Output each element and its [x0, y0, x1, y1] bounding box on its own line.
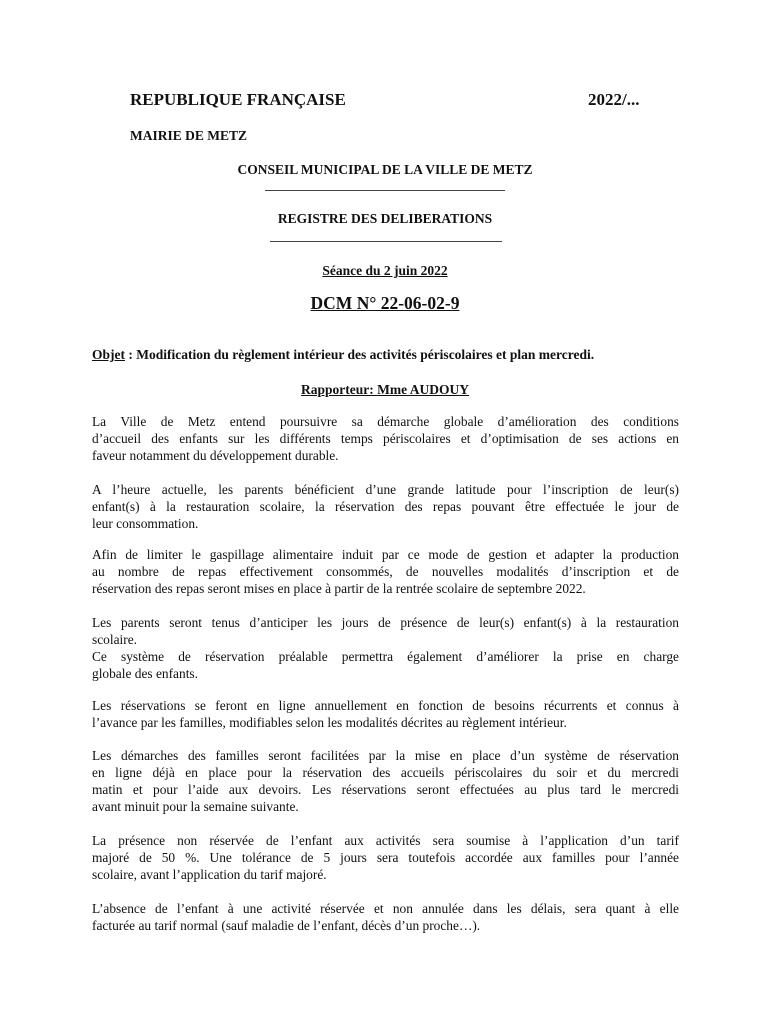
- paragraph-line: réservation des repas seront mises en place à partir de la rentrée scolaire de septembre 2022.: [92, 581, 586, 596]
- divider-conseil: [265, 190, 505, 191]
- paragraph-line: Les démarches des familles seront facilitées par la mise en place d’un système de réservation: [92, 748, 679, 763]
- republic-heading: REPUBLIQUE FRANÇAISE: [130, 90, 346, 109]
- paragraph-line: en ligne déjà en place pour la réservation des accueils périscolaires du soir et du mercredi: [92, 765, 679, 780]
- divider-registre: [270, 241, 502, 242]
- paragraph-line: faveur notamment du développement durable.: [92, 448, 339, 463]
- paragraph-line: matin et pour l’aide aux devoirs. Les réservations seront effectuées au plus tard le mercredi: [92, 782, 679, 797]
- paragraph-1: [92, 413, 679, 464]
- paragraph-line: Les parents seront tenus d’anticiper les jours de présence de leur(s) enfant(s) à la restauration: [92, 615, 679, 630]
- paragraph-6: [92, 747, 679, 815]
- paragraph-line: La Ville de Metz entend poursuivre sa démarche globale d’amélioration des conditions: [92, 414, 679, 429]
- paragraph-line: avant minuit pour la semaine suivante.: [92, 799, 299, 814]
- paragraph-4: [92, 614, 679, 682]
- mairie-heading: MAIRIE DE METZ: [130, 128, 248, 143]
- dcm-number: DCM N° 22-06-02-9: [310, 293, 460, 313]
- seance-date: Séance du 2 juin 2022: [322, 263, 448, 278]
- paragraph-line: Ce système de réservation préalable permettra également d’améliorer la prise en charge: [92, 649, 679, 664]
- paragraph-line: globale des enfants.: [92, 666, 198, 681]
- paragraph-line: Afin de limiter le gaspillage alimentaire induit par ce mode de gestion et adapter la production: [92, 547, 679, 562]
- paragraph-8: [92, 900, 679, 934]
- paragraph-line: majoré de 50 %. Une tolérance de 5 jours sera toutefois accordée aux familles pour l’année: [92, 850, 679, 865]
- paragraph-line: l’avance par les familles, modifiables selon les modalités décrites au règlement intérieur.: [92, 715, 567, 730]
- paragraph-2: [92, 481, 679, 532]
- paragraph-7: [92, 832, 679, 883]
- paragraph-line: La présence non réservée de l’enfant aux activités sera soumise à l’application d’un tarif: [92, 833, 679, 848]
- deliberation-number: 2022/...: [588, 90, 640, 109]
- paragraph-line: L’absence de l’enfant à une activité réservée et non annulée dans les délais, sera quant à elle: [92, 901, 679, 916]
- paragraph-line: A l’heure actuelle, les parents bénéficient d’une grande latitude pour l’inscription de leur(s): [92, 482, 679, 497]
- paragraph-line: scolaire.: [92, 632, 137, 647]
- rapporteur: Rapporteur: Mme AUDOUY: [301, 382, 469, 397]
- paragraph-line: facturée au tarif normal (sauf maladie de l’enfant, décès d’un proche…).: [92, 918, 481, 933]
- paragraph-line: enfant(s) à la restauration scolaire, la réservation des repas pouvant être effectuée le jour de: [92, 499, 679, 514]
- paragraph-line: au nombre de repas effectivement consommés, de nouvelles modalités d’inscription et de: [92, 564, 679, 579]
- paragraph-line: scolaire, avant l’application du tarif majoré.: [92, 867, 327, 882]
- objet-text: : Modification du règlement intérieur des activités périscolaires et plan mercredi.: [125, 347, 595, 362]
- paragraph-line: Les réservations se feront en ligne annuellement en fonction de besoins récurrents et connus à: [92, 698, 679, 713]
- registre-heading: REGISTRE DES DELIBERATIONS: [277, 211, 493, 226]
- paragraph-3: [92, 546, 679, 597]
- objet-label: Objet: [92, 347, 125, 362]
- paragraph-line: leur consommation.: [92, 516, 199, 531]
- conseil-heading: CONSEIL MUNICIPAL DE LA VILLE DE METZ: [237, 162, 533, 177]
- objet-line: [92, 347, 594, 363]
- paragraph-5: [92, 697, 679, 731]
- paragraph-line: d’accueil des enfants sur les différents temps périscolaires et d’optimisation de ses actions en: [92, 431, 679, 446]
